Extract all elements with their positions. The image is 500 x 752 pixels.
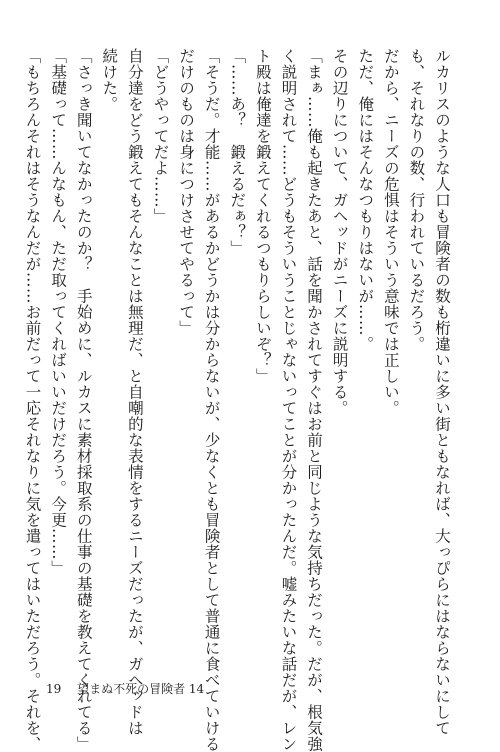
page-number: 19 xyxy=(46,682,62,696)
book-title: 望まぬ不死の冒険者 14 xyxy=(77,682,205,696)
text-line-1: ルカリスのような人口も冒険者の数も桁違いに多い街ともなれば、大っぴらにはならないにして xyxy=(433,48,451,736)
text-line-10: 「そうだ。才能……があるかどうかは分からないが、少なくとも冒険者として普通に食べていける xyxy=(202,48,221,752)
page-footer xyxy=(46,680,204,697)
text-line-5: その辺りについて、ガヘッドがニーズに説明する。 xyxy=(330,48,349,416)
text-line-6: 「まぁ……俺も起きたあと、話を聞かされてすぐはお前と同じような気持ちだった。だが、根気強 xyxy=(305,48,324,752)
text-line-2: も、それなりの数、行われているだろう。 xyxy=(407,48,426,352)
text-line-3: だから、ニーズの危惧はそういう意味では正しい。 xyxy=(381,48,400,416)
text-line-4: ただ、俺にはそんなつもりはないが……。 xyxy=(356,48,375,352)
text-line-12: 「どうやってだよ……」 xyxy=(151,48,170,224)
text-line-16: 「基礎って……んなもん、ただ取ってくればいいだけだろう。今更……」 xyxy=(49,48,68,576)
text-line-11: だけのものは身につけさせてやるって」 xyxy=(177,48,196,336)
text-line-9: 「……あ？ 鍛えるだぁ？」 xyxy=(228,48,247,256)
text-line-13: 自分達をどう鍛えてもそんなことは無理だ、と自嘲的な表情をするニーズだったが、ガヘッドは xyxy=(125,48,144,736)
text-line-8: ト殿は俺達を鍛えてくれるつもりらしいぞ？」 xyxy=(253,48,272,384)
text-line-14: 続けた。 xyxy=(100,48,119,112)
text-line-15: 「さっき聞いてなかったのか？ 手始めに、ルカスに素材採取系の仕事の基礎を教えてくれてる」 xyxy=(74,48,93,752)
text-line-7: く説明されて……どうもそういうことじゃないってことが分かったんだ。嘘みたいな話だが、レン xyxy=(279,48,298,752)
text-line-17: 「もちろんそれはそうなんだが……お前だって一応それなりに気を遣ってはいただろう。それを、 xyxy=(23,48,42,752)
